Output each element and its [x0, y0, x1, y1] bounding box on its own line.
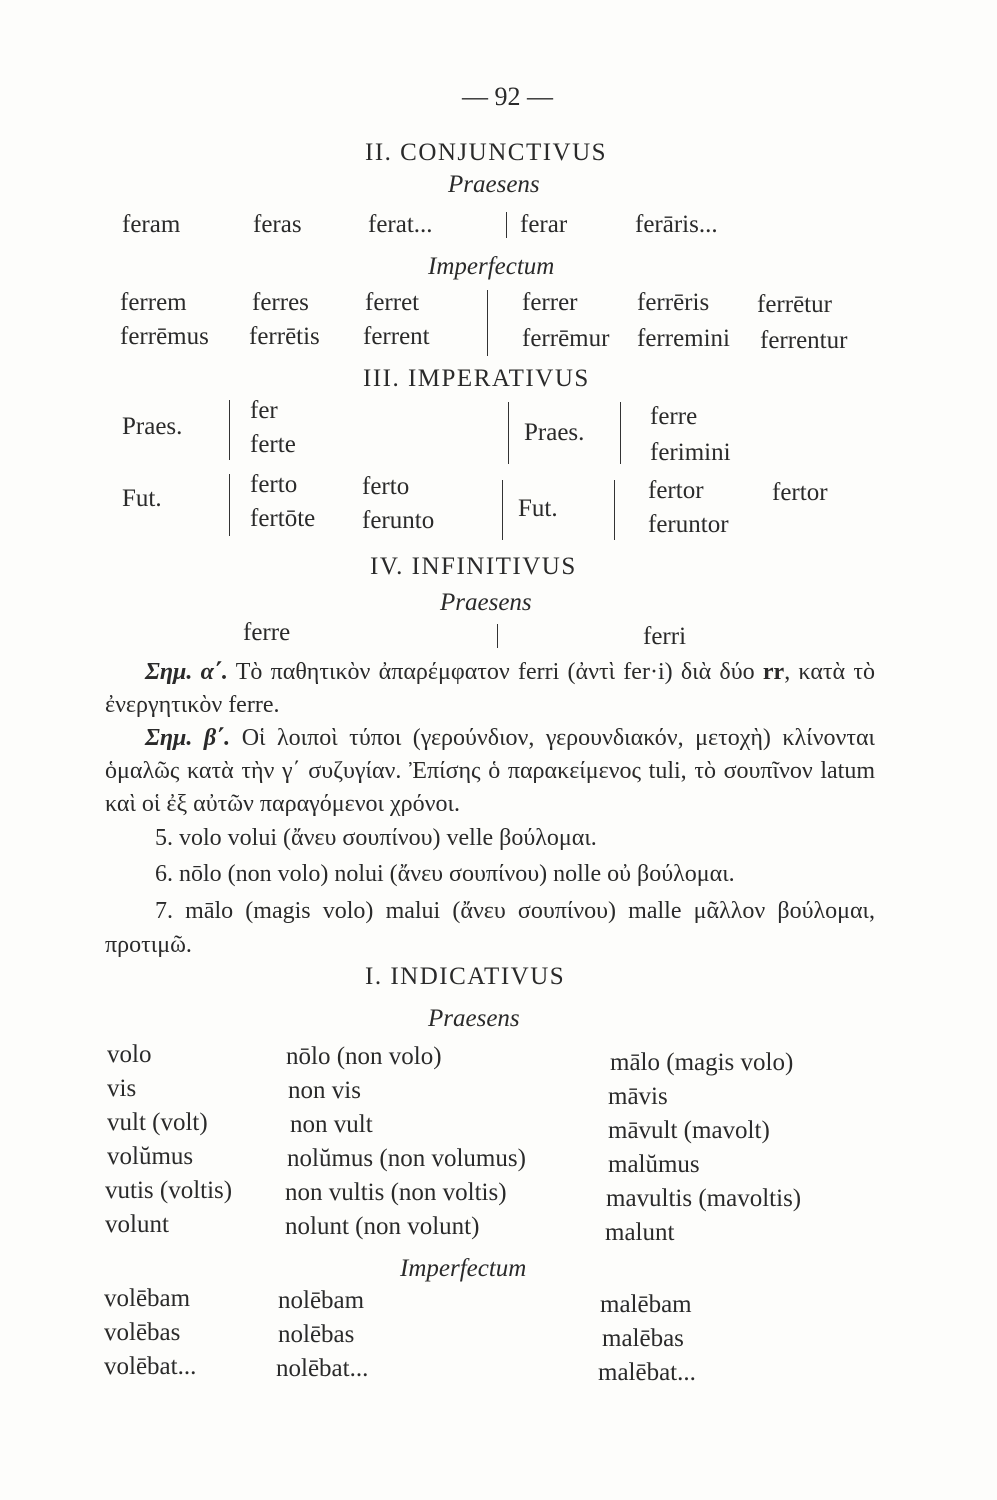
nolo-form: nōlo (non volo) — [286, 1043, 442, 1070]
nolo-form: non vult — [290, 1111, 373, 1138]
imper-fertor-1: fertor — [648, 477, 704, 504]
section-title-infinitivus: IV. INFINITIVUS — [370, 553, 577, 580]
imper-praes-label: Praes. — [122, 413, 183, 440]
imp-nolo-form: nolēbat... — [276, 1355, 369, 1382]
imp-malo-form: malēbat... — [598, 1359, 696, 1386]
imper-ferto-2: ferto — [362, 473, 410, 500]
conj-imperf-ferremini: ferremini — [637, 325, 731, 352]
imper-pass-praes-label: Praes. — [524, 419, 585, 446]
infin-ferre: ferre — [243, 619, 291, 646]
note-abbr: Σημ. β΄. — [145, 725, 231, 751]
nolo-form: non vis — [288, 1077, 361, 1104]
imper-fer: fer — [250, 397, 278, 424]
divider-line — [502, 480, 503, 540]
imp-volo-form: volēbas — [104, 1319, 181, 1346]
imper-ferre: ferre — [650, 403, 698, 430]
nolo-form: non vultis (non voltis) — [285, 1179, 507, 1206]
conj-imperf-ferretis: ferrētis — [249, 323, 320, 350]
malo-form: mālo (magis volo) — [610, 1049, 794, 1076]
conj-praes-ferar: ferar — [520, 211, 568, 238]
item-nolo: 6. nōlo (non volo) nolui (ἄνευ σουπίνου) nolle οὐ βούλομαι. — [155, 861, 735, 887]
conj-imperf-ferrer: ferrer — [522, 289, 578, 316]
imper-fertote: fertōte — [250, 505, 316, 532]
imp-malo-form: malēbas — [602, 1325, 684, 1352]
note-text: , κατὰ τὸ ἐνεργητικὸν ferre. — [105, 659, 875, 718]
left-brace — [229, 400, 230, 460]
divider-line — [508, 402, 509, 464]
note-text: Οἱ λοιποὶ τύποι (γερούνδιον, γερουνδιακόν, μετοχὴ) κλίνονται ὁμαλῶς κατὰ τὴν γ΄ συζυγίαν. Ἐπίσης ὁ παρακείμενος tuli, τὸ σουπῖνον latum καὶ οἱ ἐξ αὐτῶν παραγόμενοι χρόνοι. — [105, 725, 876, 817]
infin-ferri: ferri — [643, 623, 687, 650]
divider-line — [506, 212, 507, 238]
subheading-praesens: Praesens — [440, 589, 532, 616]
volo-form: volunt — [105, 1211, 169, 1238]
volo-form: volo — [107, 1041, 152, 1068]
imper-feruntor: feruntor — [648, 511, 729, 538]
section-title-conjunctivus: II. CONJUNCTIVUS — [365, 139, 608, 166]
imp-nolo-form: nolēbam — [278, 1287, 365, 1314]
malo-form: malŭmus — [608, 1151, 700, 1178]
conj-praes-feram: feram — [122, 211, 181, 238]
page-number: — 92 — — [462, 82, 553, 111]
divider-line — [497, 624, 498, 648]
conj-imperf-ferretur: ferrētur — [757, 291, 832, 318]
left-brace — [229, 474, 230, 536]
imper-ferte: ferte — [250, 431, 296, 458]
conj-imperf-ferres: ferres — [252, 289, 309, 316]
malo-form: māvult (mavolt) — [608, 1117, 770, 1144]
note-beta — [105, 722, 875, 821]
conj-imperf-ferret: ferret — [365, 289, 420, 316]
imp-volo-form: volēbam — [104, 1285, 191, 1312]
subheading-imperfectum: Imperfectum — [428, 253, 555, 280]
conj-imperf-ferrem: ferrem — [120, 289, 187, 316]
volo-form: vis — [107, 1075, 137, 1102]
malo-form: malunt — [605, 1219, 675, 1246]
note-abbr: Σημ. α΄. — [145, 659, 228, 685]
imper-fut-label: Fut. — [122, 485, 162, 512]
conj-praes-ferat: ferat... — [368, 211, 433, 238]
malo-form: māvis — [608, 1083, 668, 1110]
item-volo: 5. volo volui (ἄνευ σουπίνου) velle βούλομαι. — [155, 825, 597, 851]
conj-imperf-ferremus: ferrēmus — [120, 323, 209, 350]
volo-form: vutis (voltis) — [105, 1177, 233, 1204]
conj-praes-feraris: ferāris... — [635, 211, 718, 238]
imp-nolo-form: nolēbas — [278, 1321, 355, 1348]
imper-ferto-1: ferto — [250, 471, 298, 498]
section-title-imperativus: III. IMPERATIVUS — [363, 365, 590, 392]
volo-form: vult (volt) — [107, 1109, 208, 1136]
conj-imperf-ferreris: ferrēris — [637, 289, 710, 316]
subheading-praesens: Praesens — [428, 1005, 520, 1032]
conj-imperf-ferrentur: ferrentur — [760, 327, 848, 354]
imp-volo-form: volēbat... — [104, 1353, 197, 1380]
imper-pass-fut-label: Fut. — [518, 495, 558, 522]
conj-imperf-ferrent: ferrent — [363, 323, 430, 350]
imper-ferimini: ferimini — [650, 439, 731, 466]
section-title-indicativus: I. INDICATIVUS — [365, 963, 566, 990]
conj-praes-feras: feras — [253, 211, 302, 238]
note-text: Τὸ παθητικὸν ἀπαρέμφατον ferri (ἀντὶ fer·i) διὰ δύο — [227, 659, 763, 685]
imp-malo-form: malēbam — [600, 1291, 692, 1318]
subheading-praesens: Praesens — [448, 171, 540, 198]
imper-ferunto: ferunto — [362, 507, 435, 534]
note-alpha — [105, 656, 875, 722]
conj-imperf-ferremur: ferrēmur — [522, 325, 610, 352]
nolo-form: nolŭmus (non volumus) — [287, 1145, 526, 1172]
volo-form: volŭmus — [107, 1143, 194, 1170]
item-malo: 7. mālo (magis volo) malui (ἄνευ σουπίνου) malle μᾶλλον βούλομαι, προτιμῶ. — [105, 898, 875, 958]
note-text: rr — [762, 659, 785, 685]
divider-line — [487, 290, 488, 356]
left-brace — [614, 480, 615, 540]
subheading-imperfectum: Imperfectum — [400, 1255, 527, 1282]
nolo-form: nolunt (non volunt) — [285, 1213, 480, 1240]
malo-form: mavultis (mavoltis) — [606, 1185, 802, 1212]
imper-fertor-2: fertor — [772, 479, 828, 506]
left-brace — [620, 402, 621, 464]
